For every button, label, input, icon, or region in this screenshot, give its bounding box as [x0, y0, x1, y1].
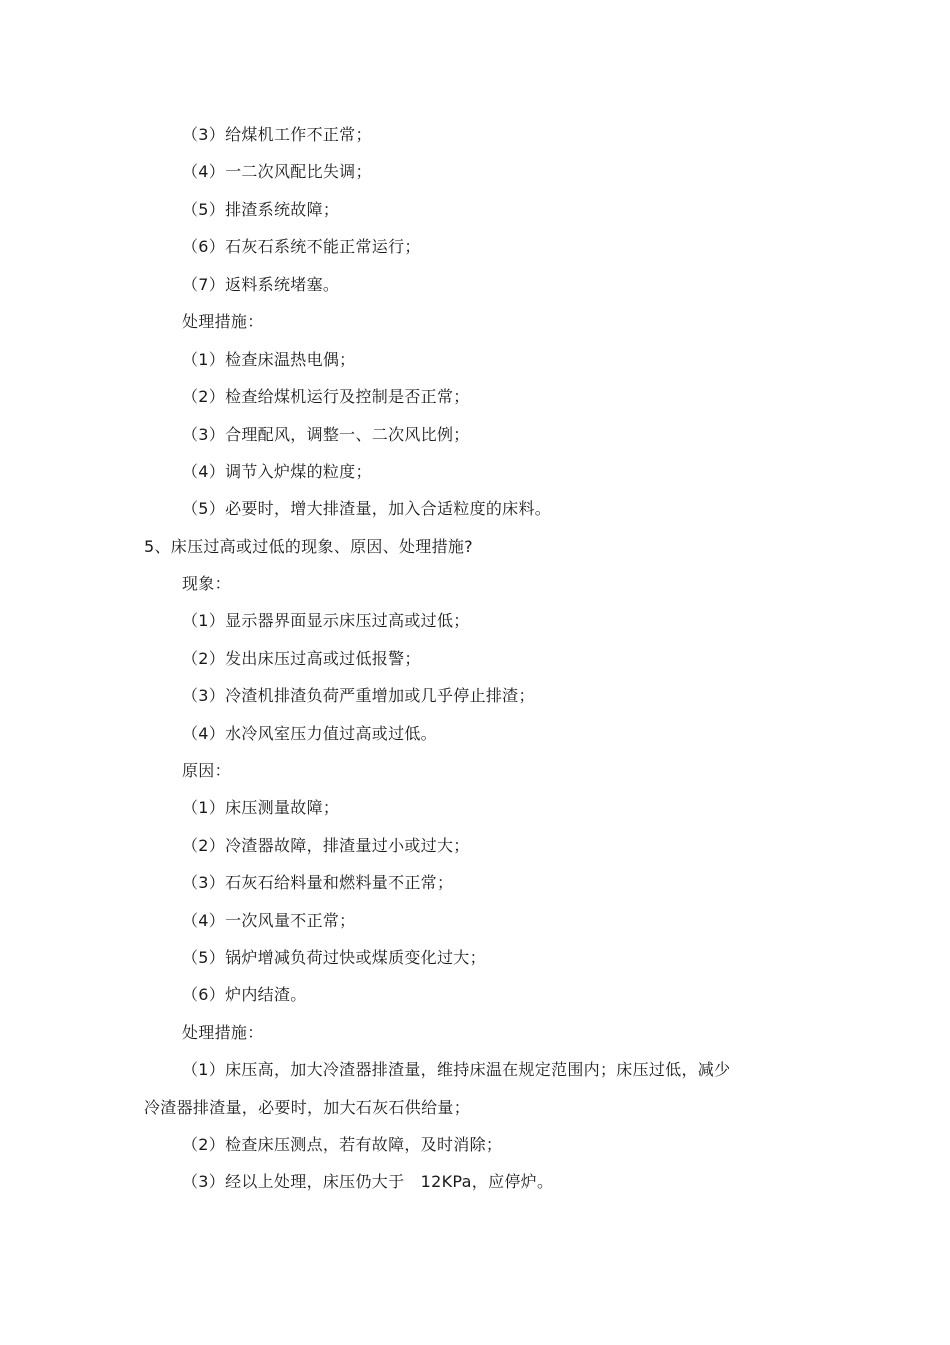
section-heading: 处理措施：: [182, 1023, 264, 1042]
text-line: （3）经以上处理，床压仍大于 12KPa，应停炉。: [182, 1172, 554, 1191]
text-line: （6）石灰石系统不能正常运行；: [182, 237, 421, 256]
text-line-continuation: 冷渣器排渣量，必要时，加大石灰石供给量；: [144, 1098, 471, 1117]
text-line: （4）水冷风室压力值过高或过低。: [182, 724, 437, 743]
text-line: （3）冷渣机排渣负荷严重增加或几乎停止排渣；: [182, 686, 535, 705]
text-line: （3）石灰石给料量和燃料量不正常；: [182, 873, 454, 892]
text-line: （5）排渣系统故障；: [182, 200, 340, 219]
section-heading: 原因：: [182, 761, 231, 780]
question-heading: 5、床压过高或过低的现象、原因、处理措施?: [144, 537, 473, 556]
text-line: （1）床压测量故障；: [182, 798, 340, 817]
text-line: （1）床压高，加大冷渣器排渣量，维持床温在规定范围内；床压过低，减少: [182, 1060, 731, 1079]
text-line: （2）检查床压测点，若有故障，及时消除；: [182, 1135, 503, 1154]
text-line: （3）给煤机工作不正常；: [182, 125, 372, 144]
text-line: （2）发出床压过高或过低报警；: [182, 649, 421, 668]
text-line: （6）炉内结渣。: [182, 985, 307, 1004]
text-line: （5）必要时，增大排渣量，加入合适粒度的床料。: [182, 499, 552, 518]
section-heading: 处理措施：: [182, 312, 264, 331]
section-heading: 现象：: [182, 574, 231, 593]
text-line: （3）合理配风，调整一、二次风比例；: [182, 425, 470, 444]
text-line: （1）检查床温热电偶；: [182, 350, 356, 369]
text-line: （7）返料系统堵塞。: [182, 275, 340, 294]
text-line: （5）锅炉增减负荷过快或煤质变化过大；: [182, 948, 486, 967]
text-line: （4）一二次风配比失调；: [182, 162, 372, 181]
text-line: （4）一次风量不正常；: [182, 911, 356, 930]
text-line: （2）冷渣器故障，排渣量过小或过大；: [182, 836, 470, 855]
text-line: （2）检查给煤机运行及控制是否正常；: [182, 387, 470, 406]
text-line: （4）调节入炉煤的粒度；: [182, 462, 372, 481]
text-line: （1）显示器界面显示床压过高或过低；: [182, 611, 470, 630]
